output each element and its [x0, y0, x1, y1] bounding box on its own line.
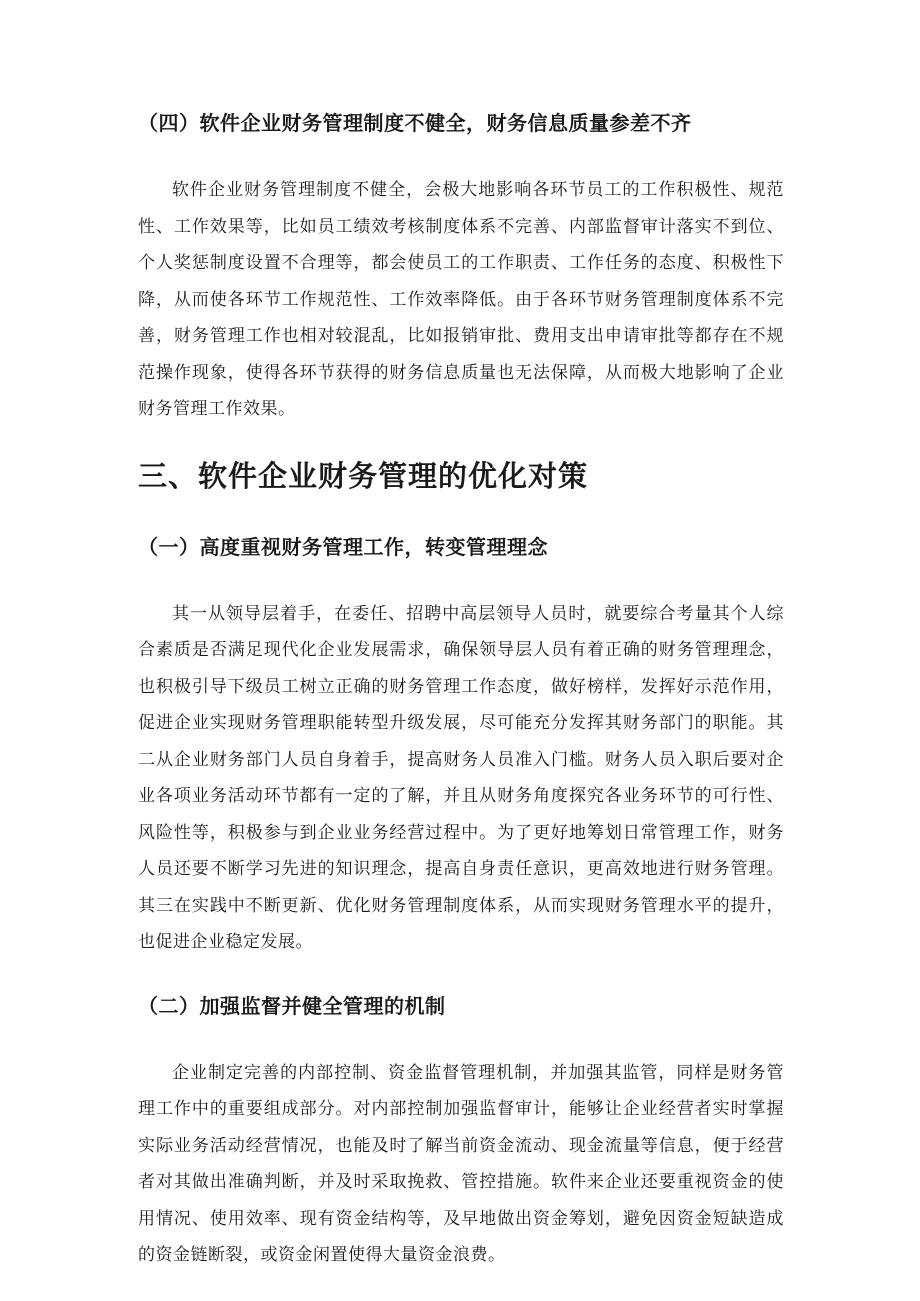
subsection-two-heading: （二）加强监督并健全管理的机制 — [138, 993, 446, 1018]
subsection-one-heading: （一）高度重视财务管理工作，转变管理理念 — [138, 534, 548, 559]
subsection-one-paragraph: 其一从领导层着手，在委任、招聘中高层领导人员时，就要综合考量其个人综合素质是否满足现代化企业发展需求，确保领导层人员有着正确的财务管理理念，也积极引导下级员工树立正确的财务管理工作态度，做好榜样，发挥好示范作用，促进企业实现财务管理职能转型升级发展，尽可能充分发挥其财务部门的职能。其二从企业财务部门人员自身着手，提高财务人员准入门槛。财务人员入职后要对企业各项业务活动环节都有一定的了解，并且从财务角度探究各业务环节的可行性、风险性等，积极参与到企业业务经营过程中。为了更好地筹划日常管理工作，财务人员还要不断学习先进的知识理念，提高自身责任意识，更高效地进行财务管理。其三在实践中不断更新、优化财务管理制度体系，从而实现财务管理水平的提升，也促进企业稳定发展。 — [138, 603, 784, 952]
section-four-heading: （四）软件企业财务管理制度不健全，财务信息质量参差不齐 — [138, 111, 692, 135]
part-three-heading: 三、软件企业财务管理的优化对策 — [138, 458, 589, 493]
section-four-paragraph: 软件企业财务管理制度不健全，会极大地影响各环节员工的工作积极性、规范性、工作效果等，比如员工绩效考核制度体系不完善、内部监督审计落实不到位、个人奖惩制度设置不合理等，都会使员工的工作职责、工作任务的态度、积极性下降，从而使各环节工作规范性、工作效率降低。由于各环节财务管理制度体系不完善，财务管理工作也相对较混乱，比如报销审批、费用支出申请审批等都存在不规范操作现象，使得各环节获得的财务信息质量也无法保障，从而极大地影响了企业财务管理工作效果。 — [138, 180, 784, 419]
subsection-two-paragraph: 企业制定完善的内部控制、资金监督管理机制，并加强其监管，同样是财务管理工作中的重要组成部分。对内部控制加强监督审计，能够让企业经营者实时掌握实际业务活动经营情况，也能及时了解当前资金流动、现金流量等信息，便于经营者对其做出准确判断，并及时采取挽救、管控措施。软件来企业还要重视资金的使用情况、使用效率、现有资金结构等，及早地做出资金筹划，避免因资金短缺造成的资金链断裂，或资金闲置使得大量资金浪费。 — [138, 1062, 784, 1265]
